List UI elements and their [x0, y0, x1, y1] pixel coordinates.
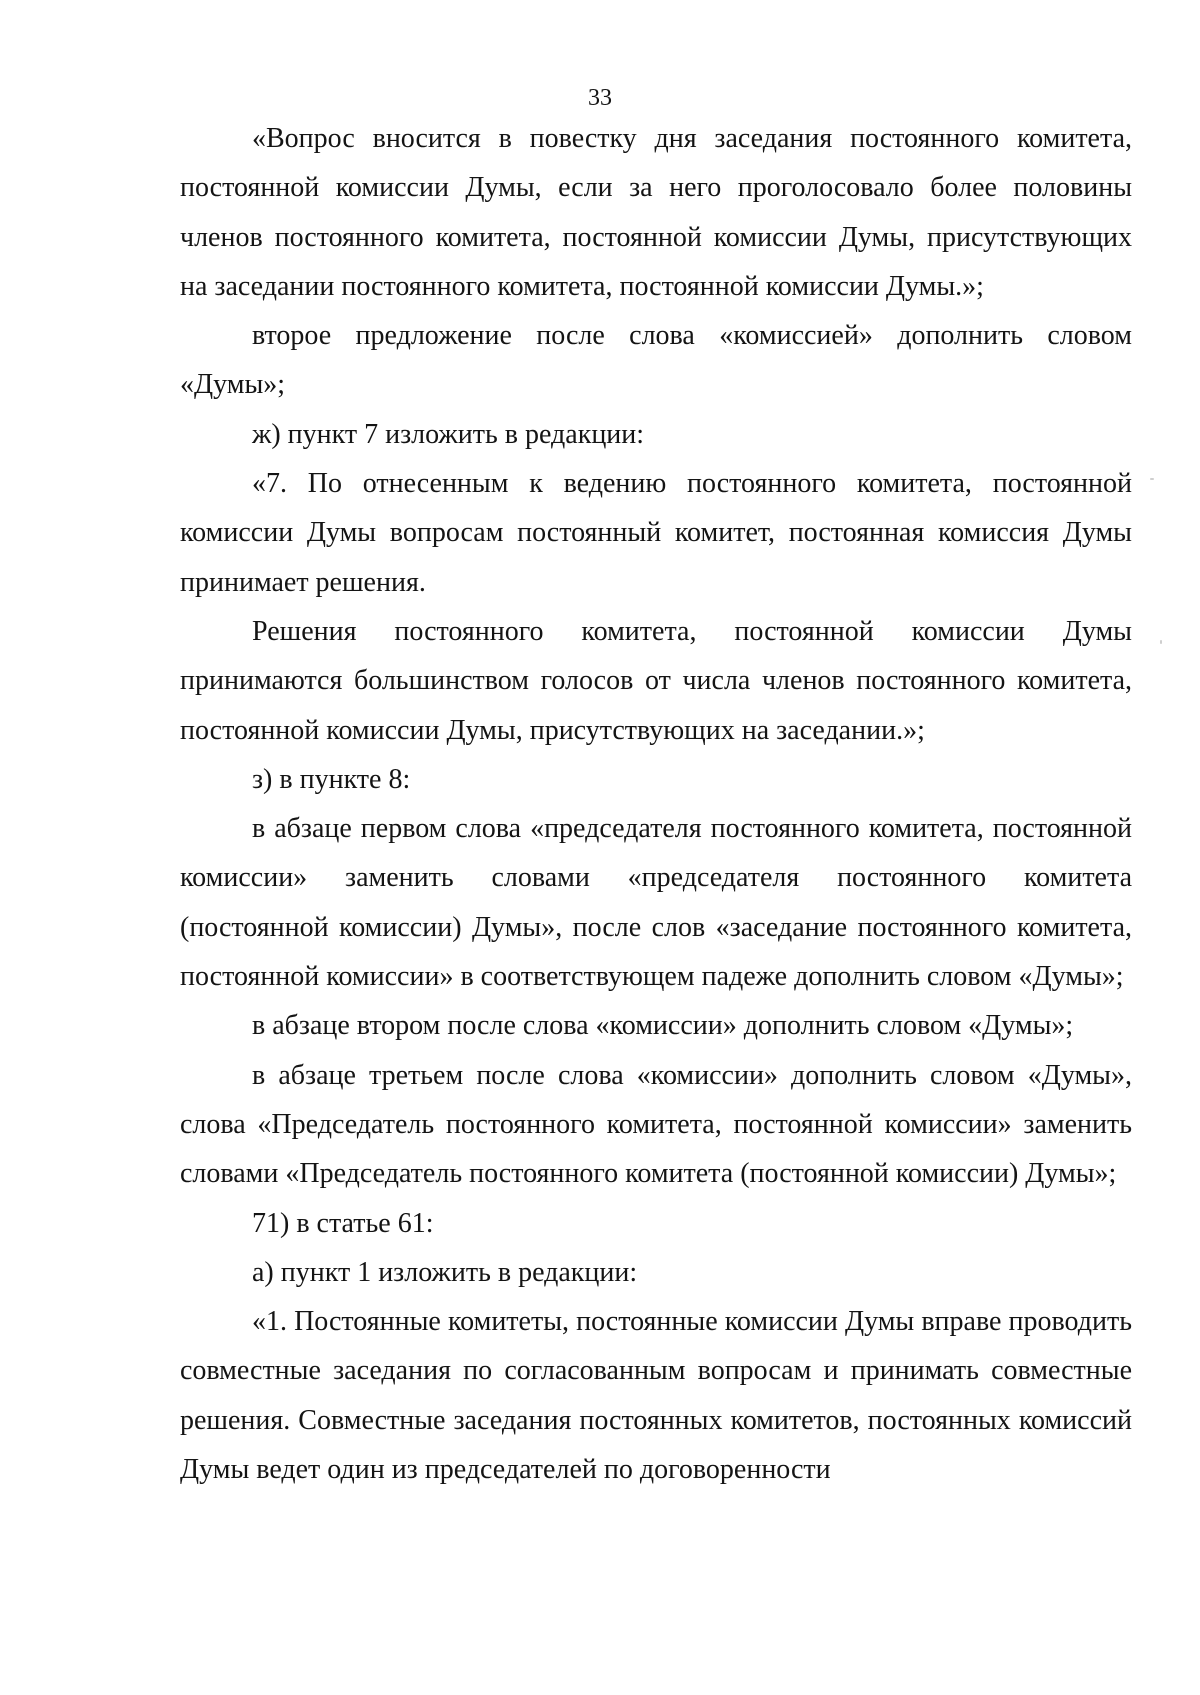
- page-number: 33: [588, 85, 612, 111]
- paragraph-item-a: а) пункт 1 изложить в редакции:: [252, 1256, 638, 1288]
- paragraph-abzac-second: в абзаце втором после слова «комиссии» дополнить словом «Думы»;: [252, 1010, 1074, 1042]
- scan-mark: [1150, 478, 1154, 480]
- document-body: [180, 114, 1132, 1494]
- paragraph-abzac-third: в абзаце третьем после слова «комиссии» дополнить словом «Думы», слова «Председатель постоянного комитета, постоянной комиссии» заменить словами «Председатель постоянного комитета (постоянной комиссии) Думы»;: [180, 1059, 1132, 1190]
- paragraph-point-7: «7. По отнесенным к ведению постоянного комитета, постоянной комиссии Думы вопросам постоянный комитет, постоянная комиссия Думы принимает решения.: [180, 468, 1132, 598]
- scan-mark: [1160, 640, 1162, 644]
- paragraph-second-sentence: второе предложение после слова «комиссией» дополнить словом «Думы»;: [180, 320, 1132, 401]
- paragraph-item-zh: ж) пункт 7 изложить в редакции:: [252, 418, 645, 450]
- paragraph-abzac-first: в абзаце первом слова «председателя постоянного комитета, постоянной комиссии» заменить словами «председателя постоянного комитета (постоянной комиссии) Думы», после слов «заседание постоянного комитета, постоянной комиссии» в соответствующем падеже дополнить словом «Думы»;: [180, 813, 1132, 993]
- paragraph-point-1: «1. Постоянные комитеты, постоянные комиссии Думы вправе проводить совместные заседания по согласованным вопросам и принимать совместные решения. Совместные заседания постоянных комитетов, постоянных комиссий Думы ведет один из председателей по договоренности: [180, 1306, 1132, 1486]
- paragraph-article-61: 71) в статье 61:: [252, 1207, 434, 1239]
- paragraph-item-z: з) в пункте 8:: [252, 763, 411, 795]
- paragraph-question-agenda: «Вопрос вносится в повестку дня заседания постоянного комитета, постоянной комиссии Думы, если за него проголосовало более половины членов постоянного комитета, постоянной комиссии Думы, присутствующих на заседании постоянного комитета, постоянной комиссии Думы.»;: [180, 123, 1132, 302]
- paragraph-decisions: Решения постоянного комитета, постоянной комиссии Думы принимаются большинством голосов от числа членов постоянного комитета, постоянной комиссии Думы, присутствующих на заседании.»;: [180, 615, 1132, 746]
